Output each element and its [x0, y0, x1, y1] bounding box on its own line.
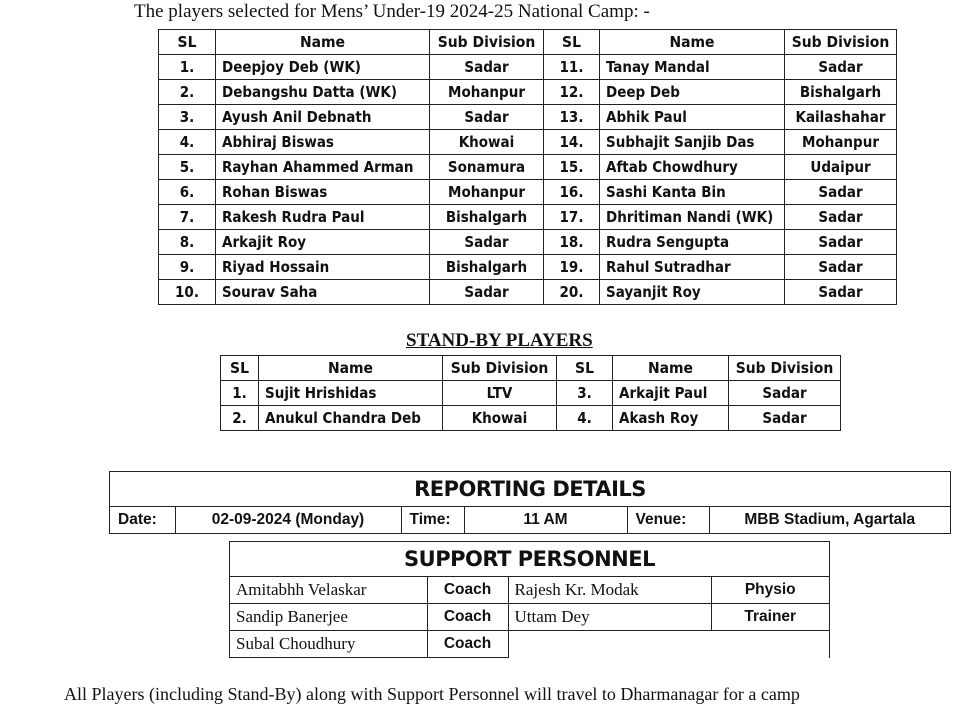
sl: 4. [557, 406, 613, 431]
player-name: Anukul Chandra Deb [259, 406, 443, 431]
player-name: Sourav Saha [216, 280, 430, 305]
sl: 12. [544, 80, 600, 105]
player-name: Sashi Kanta Bin [600, 180, 785, 205]
personnel-role: Physio [711, 577, 829, 604]
player-name: Sujit Hrishidas [259, 381, 443, 406]
header-name: Name [613, 356, 729, 381]
player-name: Rahul Sutradhar [600, 255, 785, 280]
header-name: Name [259, 356, 443, 381]
player-name: Rohan Biswas [216, 180, 430, 205]
sub-division: Sadar [729, 381, 841, 406]
player-name: Subhajit Sanjib Das [600, 130, 785, 155]
personnel-name: Subal Choudhury [230, 631, 427, 658]
player-name: Arkajit Paul [613, 381, 729, 406]
sl: 20. [544, 280, 600, 305]
header-sl: SL [221, 356, 259, 381]
sl: 2. [221, 406, 259, 431]
table-header-row [159, 30, 897, 55]
table-row [159, 205, 897, 230]
reporting-title: REPORTING DETAILS [110, 472, 950, 507]
personnel-name: Uttam Dey [508, 604, 711, 631]
table-row [159, 80, 897, 105]
player-name: Aftab Chowdhury [600, 155, 785, 180]
sub-division: Sadar [729, 406, 841, 431]
player-name: Tanay Mandal [600, 55, 785, 80]
table-header-row [221, 356, 841, 381]
sub-division: Sadar [785, 55, 897, 80]
personnel-name: Sandip Banerjee [230, 604, 427, 631]
sub-division: Sadar [785, 180, 897, 205]
standby-players-table [220, 355, 841, 431]
table-row [159, 255, 897, 280]
reporting-details-row [110, 507, 950, 533]
sl: 3. [557, 381, 613, 406]
sl: 10. [159, 280, 216, 305]
sl: 8. [159, 230, 216, 255]
sl: 1. [221, 381, 259, 406]
support-title: SUPPORT PERSONNEL [230, 542, 829, 577]
sl: 3. [159, 105, 216, 130]
sub-division: Udaipur [785, 155, 897, 180]
header-name: Name [600, 30, 785, 55]
header-sl: SL [544, 30, 600, 55]
personnel-role: Coach [427, 631, 508, 658]
sl: 1. [159, 55, 216, 80]
sub-division: Bishalgarh [785, 80, 897, 105]
player-name: Rayhan Ahammed Arman [216, 155, 430, 180]
header-sl: SL [159, 30, 216, 55]
date-label: Date: [110, 507, 175, 533]
sub-division: Mohanpur [430, 180, 544, 205]
player-name: Rakesh Rudra Paul [216, 205, 430, 230]
sl: 14. [544, 130, 600, 155]
player-name: Akash Roy [613, 406, 729, 431]
player-name: Deep Deb [600, 80, 785, 105]
player-name: Sayanjit Roy [600, 280, 785, 305]
sub-division: Sadar [430, 230, 544, 255]
table-row [159, 280, 897, 305]
sl: 5. [159, 155, 216, 180]
sub-division: Sadar [430, 105, 544, 130]
player-name: Dhritiman Nandi (WK) [600, 205, 785, 230]
sl: 16. [544, 180, 600, 205]
sub-division: Khowai [430, 130, 544, 155]
support-personnel-box [229, 541, 830, 658]
sl: 18. [544, 230, 600, 255]
table-row [221, 406, 841, 431]
sub-division: Sonamura [430, 155, 544, 180]
sl: 7. [159, 205, 216, 230]
player-name: Ayush Anil Debnath [216, 105, 430, 130]
player-name: Arkajit Roy [216, 230, 430, 255]
header-name: Name [216, 30, 430, 55]
header-sl: SL [557, 356, 613, 381]
table-row [230, 577, 829, 604]
personnel-name: Rajesh Kr. Modak [508, 577, 711, 604]
reporting-details-box [109, 471, 951, 534]
sl: 13. [544, 105, 600, 130]
sl: 9. [159, 255, 216, 280]
header-sub-division: Sub Division [430, 30, 544, 55]
player-name: Deepjoy Deb (WK) [216, 55, 430, 80]
sub-division: Sadar [430, 55, 544, 80]
player-name: Abhik Paul [600, 105, 785, 130]
sub-division: Bishalgarh [430, 255, 544, 280]
sub-division: Bishalgarh [430, 205, 544, 230]
personnel-role: Coach [427, 604, 508, 631]
sub-division: LTV [443, 381, 557, 406]
time-label: Time: [401, 507, 464, 533]
player-name: Abhiraj Biswas [216, 130, 430, 155]
sl: 4. [159, 130, 216, 155]
table-row [159, 105, 897, 130]
time-value: 11 AM [464, 507, 627, 533]
table-row [159, 130, 897, 155]
header-sub-division: Sub Division [785, 30, 897, 55]
date-value: 02-09-2024 (Monday) [175, 507, 401, 533]
header-sub-division: Sub Division [443, 356, 557, 381]
sl: 19. [544, 255, 600, 280]
sub-division: Mohanpur [785, 130, 897, 155]
sl: 6. [159, 180, 216, 205]
venue-label: Venue: [627, 507, 709, 533]
intro-text: The players selected for Mens’ Under-19 2024-25 National Camp: - [134, 1, 650, 22]
table-row [230, 631, 829, 658]
table-row [159, 55, 897, 80]
personnel-role: Coach [427, 577, 508, 604]
sub-division: Mohanpur [430, 80, 544, 105]
table-row [221, 381, 841, 406]
sl: 17. [544, 205, 600, 230]
empty-cell [508, 631, 711, 658]
sl: 11. [544, 55, 600, 80]
player-name: Debangshu Datta (WK) [216, 80, 430, 105]
sub-division: Sadar [785, 230, 897, 255]
personnel-name: Amitabhh Velaskar [230, 577, 427, 604]
sub-division: Kailashahar [785, 105, 897, 130]
sub-division: Sadar [785, 205, 897, 230]
sl: 15. [544, 155, 600, 180]
player-name: Rudra Sengupta [600, 230, 785, 255]
support-personnel-table [230, 577, 829, 658]
table-row [159, 180, 897, 205]
sl: 2. [159, 80, 216, 105]
player-name: Riyad Hossain [216, 255, 430, 280]
selected-players-table [158, 29, 897, 305]
sub-division: Sadar [785, 280, 897, 305]
sub-division: Sadar [785, 255, 897, 280]
venue-value: MBB Stadium, Agartala [709, 507, 950, 533]
empty-cell [711, 631, 829, 658]
personnel-role: Trainer [711, 604, 829, 631]
table-row [159, 230, 897, 255]
footer-note: All Players (including Stand-By) along with Support Personnel will travel to Dharmanagar for a camp [64, 684, 800, 704]
sub-division: Sadar [430, 280, 544, 305]
standby-title: STAND-BY PLAYERS [406, 330, 593, 351]
sub-division: Khowai [443, 406, 557, 431]
table-row [159, 155, 897, 180]
header-sub-division: Sub Division [729, 356, 841, 381]
table-row [230, 604, 829, 631]
